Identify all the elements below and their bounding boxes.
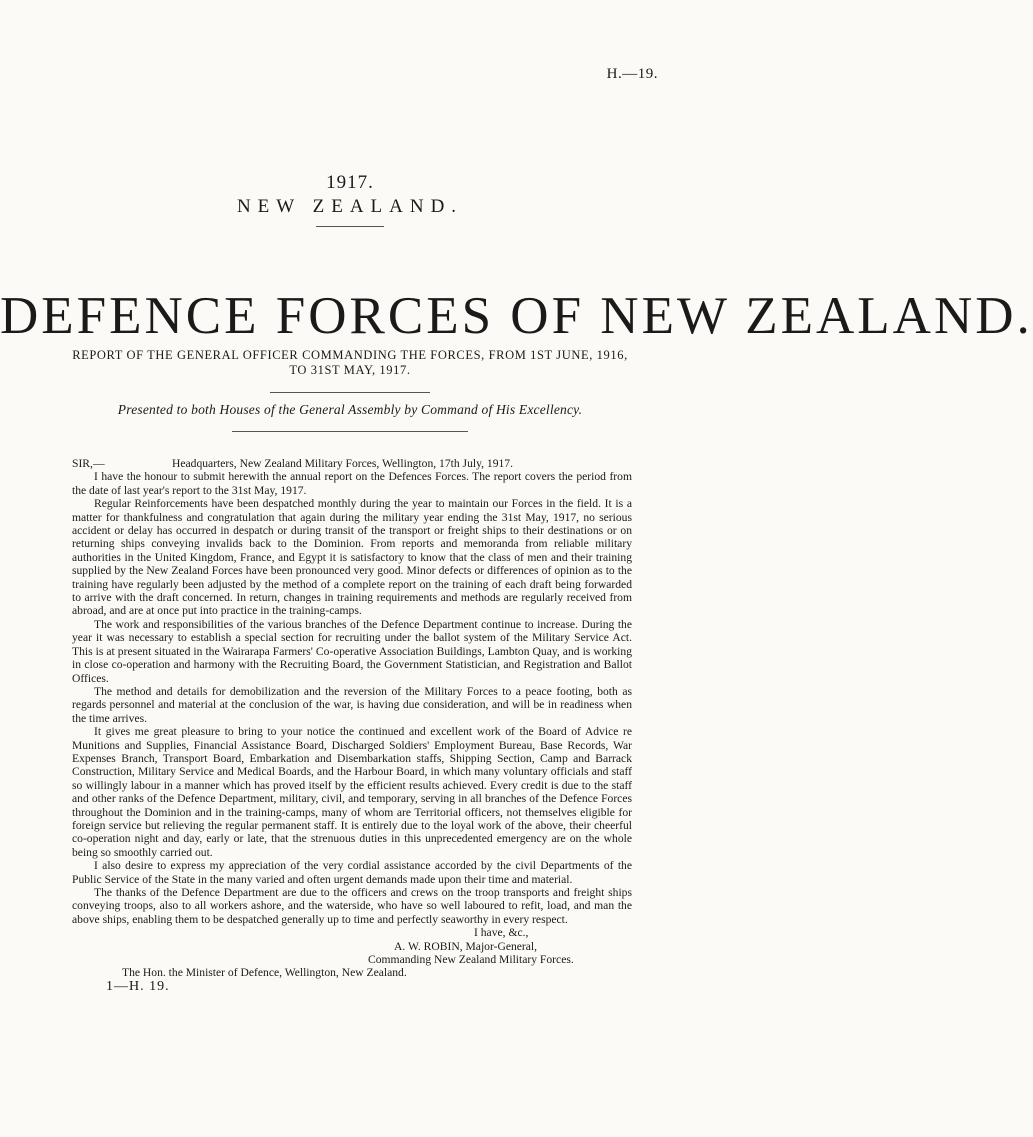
paragraph: The work and responsibilities of the various branches of the Defence Department continue to increase. During the year it was necessary to establish a special section for recruiting under the ballot system of the Military Service Act. This is at present situated in the Wairarapa Farmers' Co-operative Association Buildings, Lambton Quay, and is working in close co-operation and harmony with the Recruiting Board, the Government Statistician, and Registration and Ballot Offices.	[72, 617, 632, 685]
country-heading: NEW ZEALAND.	[236, 196, 464, 217]
report-subtitle	[60, 348, 640, 378]
addressee: The Hon. the Minister of Defence, Wellington, New Zealand.	[122, 966, 407, 980]
section-divider	[270, 392, 430, 393]
presentation-note: Presented to both Houses of the General Assembly by Command of His Excellency.	[117, 402, 583, 417]
signatory-position: Commanding New Zealand Military Forces.	[368, 953, 574, 967]
paragraph: I also desire to express my appreciation of the very cordial assistance accorded by the civil Departments of the Public Service of the State in the many varied and often urgent demands made upon their time and material.	[72, 859, 632, 886]
paragraph: It gives me great pleasure to bring to your notice the continued and excellent work of the Board of Advice re Munitions and Supplies, Financial Assistance Board, Discharged Soldiers' Employment Bureau, Base Records, War Expenses Branch, Transport Board, Embarkation and Disembarkation staffs, Shipping Section, Camp and Barrack Construction, Military Service and Medical Boards, and the Harbour Board, in which many voluntary officials and staff so willingly labour in a manner which has proved itself by the efficient results achieved. Every credit is due to the staff and other ranks of the Defence Department, military, civil, and temporary, serving in all branches of the Defence Forces throughout the Dominion and in the training-camps, many of whom are Territorial officers, not themselves eligible for foreign service but relieving the regular permanent staff. It is entirely due to the loyal work of the above, their cheerful co-operation night and day, early or late, that the strenuous duties in this unprecedented emergency are on the whole being so smoothly carried out.	[72, 725, 632, 859]
presentation-divider	[232, 431, 468, 432]
report-letter	[72, 457, 632, 993]
signature: A. W. ROBIN, Major-General,	[394, 939, 538, 953]
closing: I have, &c.,	[474, 926, 529, 940]
publication-year: 1917.	[326, 172, 374, 193]
letter-heading	[72, 457, 632, 470]
page-code: 1—H. 19.	[106, 978, 170, 994]
paragraph: The method and details for demobilization and the reversion of the Military Forces to a peace footing, both as regards personnel and material at the conclusion of the war, is having due consideration, and will be in readiness when the time arrives.	[72, 684, 632, 725]
paragraph: Regular Reinforcements have been despatched monthly during the year to maintain our Forces in the field. It is a matter for thankfulness and congratulation that again during the military year ending the 31st May, 1917, no serious accident or delay has occurred in despatch or during transit of the transport or freight ships to their destinations or on returning ships conveying invalids back to the Dominion. From reports and memoranda from reliable military authorities in the United Kingdom, France, and Egypt it is satisfactory to know that the class of men and their training supplied by the New Zealand Forces have been pronounced very good. Minor defects or differences of opinion as to the training have regularly been adjusted by the method of a complete report on the training of each draft being forwarded to arrive with the draft concerned. In return, changes in training requirements and methods are regularly received from abroad, and are at once put into practice in the training-camps.	[72, 497, 632, 618]
subtitle-line-2: TO 31ST MAY, 1917.	[289, 363, 411, 377]
salutation: SIR,—	[72, 457, 105, 470]
subtitle-line-1: REPORT OF THE GENERAL OFFICER COMMANDING THE FORCES, FROM 1ST JUNE, 1916,	[72, 348, 628, 362]
headquarters-dateline: Headquarters, New Zealand Military Forces, Wellington, 17th July, 1917.	[172, 457, 514, 470]
document-reference: H.—19.	[606, 66, 658, 82]
report-title: DEFENCE FORCES OF NEW ZEALAND.	[0, 287, 1033, 345]
paragraph: I have the honour to submit herewith the annual report on the Defences Forces. The report covers the period from the date of last year's report to the 31st May, 1917.	[72, 470, 632, 497]
short-divider	[316, 226, 384, 227]
paragraph: The thanks of the Defence Department are due to the officers and crews on the troop transports and freight ships conveying troops, also to all workers ashore, and the waterside, who have so well laboured to refit, load, and man the above ships, enabling them to be despatched generally up to time and perfectly seaworthy in every respect.	[72, 886, 632, 926]
